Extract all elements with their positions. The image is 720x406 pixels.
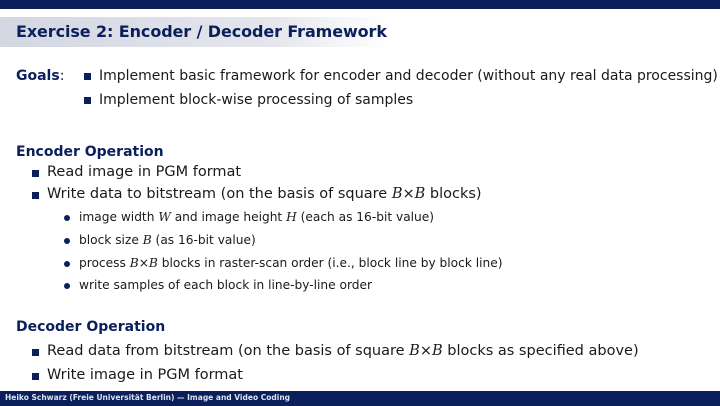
bullet-square-icon: [84, 73, 91, 80]
bullet-square-icon: [32, 170, 39, 177]
goals-label: Goals:: [16, 68, 65, 84]
encoder-sub-samples: write samples of each block in line-by-line order: [79, 278, 373, 292]
encoder-item-read: Read image in PGM format: [47, 164, 242, 180]
bullet-dot-icon: [64, 238, 70, 244]
bullet-dot-icon: [64, 215, 70, 221]
footer-text: Heiko Schwarz (Freie Universität Berlin) — Image and Video Coding: [5, 393, 291, 402]
goals-item-2: Implement block-wise processing of samples: [99, 92, 414, 108]
decoder-heading: Decoder Operation: [16, 319, 166, 335]
bullet-square-icon: [32, 373, 39, 380]
encoder-sub-dimensions: image width W and image height H (each as 16-bit value): [79, 210, 435, 224]
encoder-sub-scan-order: process B×B blocks in raster-scan order (i.e., block line by block line): [79, 256, 503, 270]
goals-item-1: Implement basic framework for encoder and decoder (without any real data processing): [99, 68, 718, 84]
bullet-dot-icon: [64, 283, 70, 289]
decoder-item-write: Write image in PGM format: [47, 367, 243, 383]
bullet-dot-icon: [64, 261, 70, 267]
bullet-square-icon: [84, 97, 91, 104]
encoder-sub-blocksize: block size B (as 16-bit value): [79, 233, 256, 247]
slide-title: Exercise 2: Encoder / Decoder Framework: [16, 22, 387, 41]
bullet-square-icon: [32, 192, 39, 199]
bullet-square-icon: [32, 349, 39, 356]
top-bar: [0, 0, 720, 9]
decoder-item-read: Read data from bitstream (on the basis of square B×B blocks as specified above): [47, 343, 639, 359]
encoder-item-write: Write data to bitstream (on the basis of square B×B blocks): [47, 186, 482, 202]
footer-bar: [0, 391, 720, 406]
encoder-heading: Encoder Operation: [16, 144, 164, 160]
